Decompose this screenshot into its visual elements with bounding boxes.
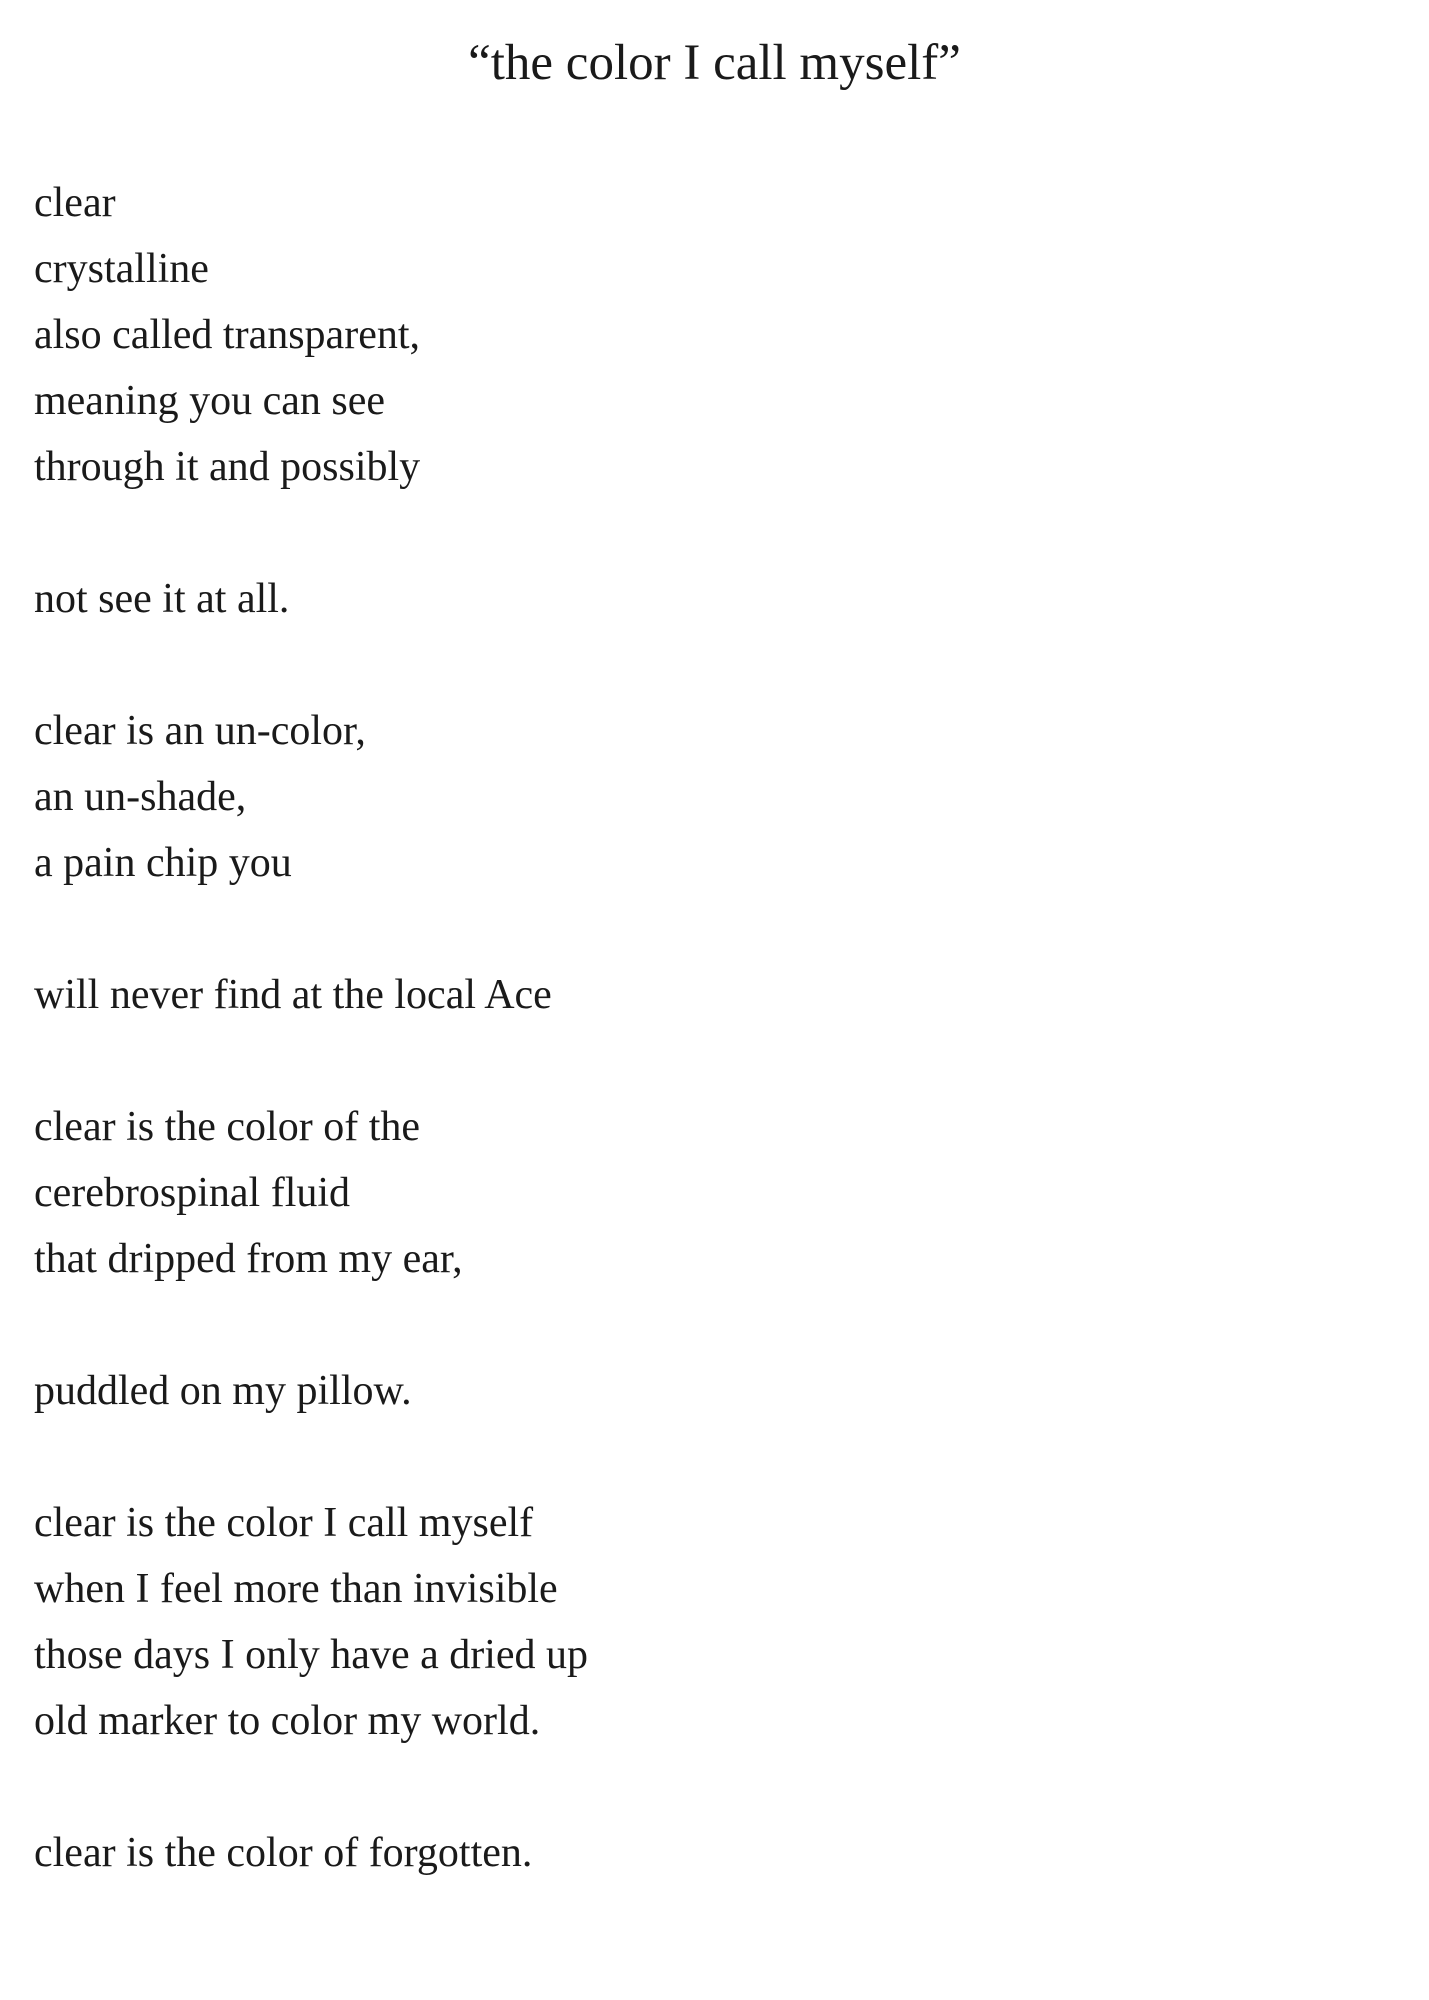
- poem-line: not see it at all.: [34, 576, 290, 622]
- stanza: [34, 170, 1334, 500]
- poem-line: puddled on my pillow.: [34, 1368, 412, 1414]
- poem-line: clear is the color I call myself: [34, 1500, 534, 1546]
- stanza: [34, 1490, 1334, 1754]
- poem-title: “the color I call myself”: [468, 35, 961, 91]
- poem-line: that dripped from my ear,: [34, 1236, 463, 1282]
- stanza: [34, 1820, 1334, 1886]
- stanza: [34, 566, 1334, 632]
- poem-line: meaning you can see: [34, 378, 386, 424]
- poem-line: those days I only have a dried up: [34, 1632, 589, 1678]
- poem-line: an un-shade,: [34, 774, 247, 820]
- poem-line: clear is the color of forgotten.: [34, 1830, 533, 1876]
- poem-line: clear is the color of the: [34, 1104, 420, 1150]
- poem-line: through it and possibly: [34, 444, 421, 490]
- poem-line: clear is an un-color,: [34, 708, 366, 754]
- poem-line: a pain chip you: [34, 840, 292, 886]
- poem-line: when I feel more than invisible: [34, 1566, 558, 1612]
- stanza: [34, 1094, 1334, 1292]
- stanza: [34, 962, 1334, 1028]
- poem-body: [34, 170, 1334, 1952]
- stanza: [34, 1358, 1334, 1424]
- poem-line: also called transparent,: [34, 312, 420, 358]
- stanza: [34, 698, 1334, 896]
- poem-line: crystalline: [34, 246, 209, 292]
- poem-line: old marker to color my world.: [34, 1698, 541, 1744]
- poem-line: will never find at the local Ace: [34, 972, 552, 1018]
- poem-line: cerebrospinal fluid: [34, 1170, 351, 1216]
- poem-line: clear: [34, 180, 116, 226]
